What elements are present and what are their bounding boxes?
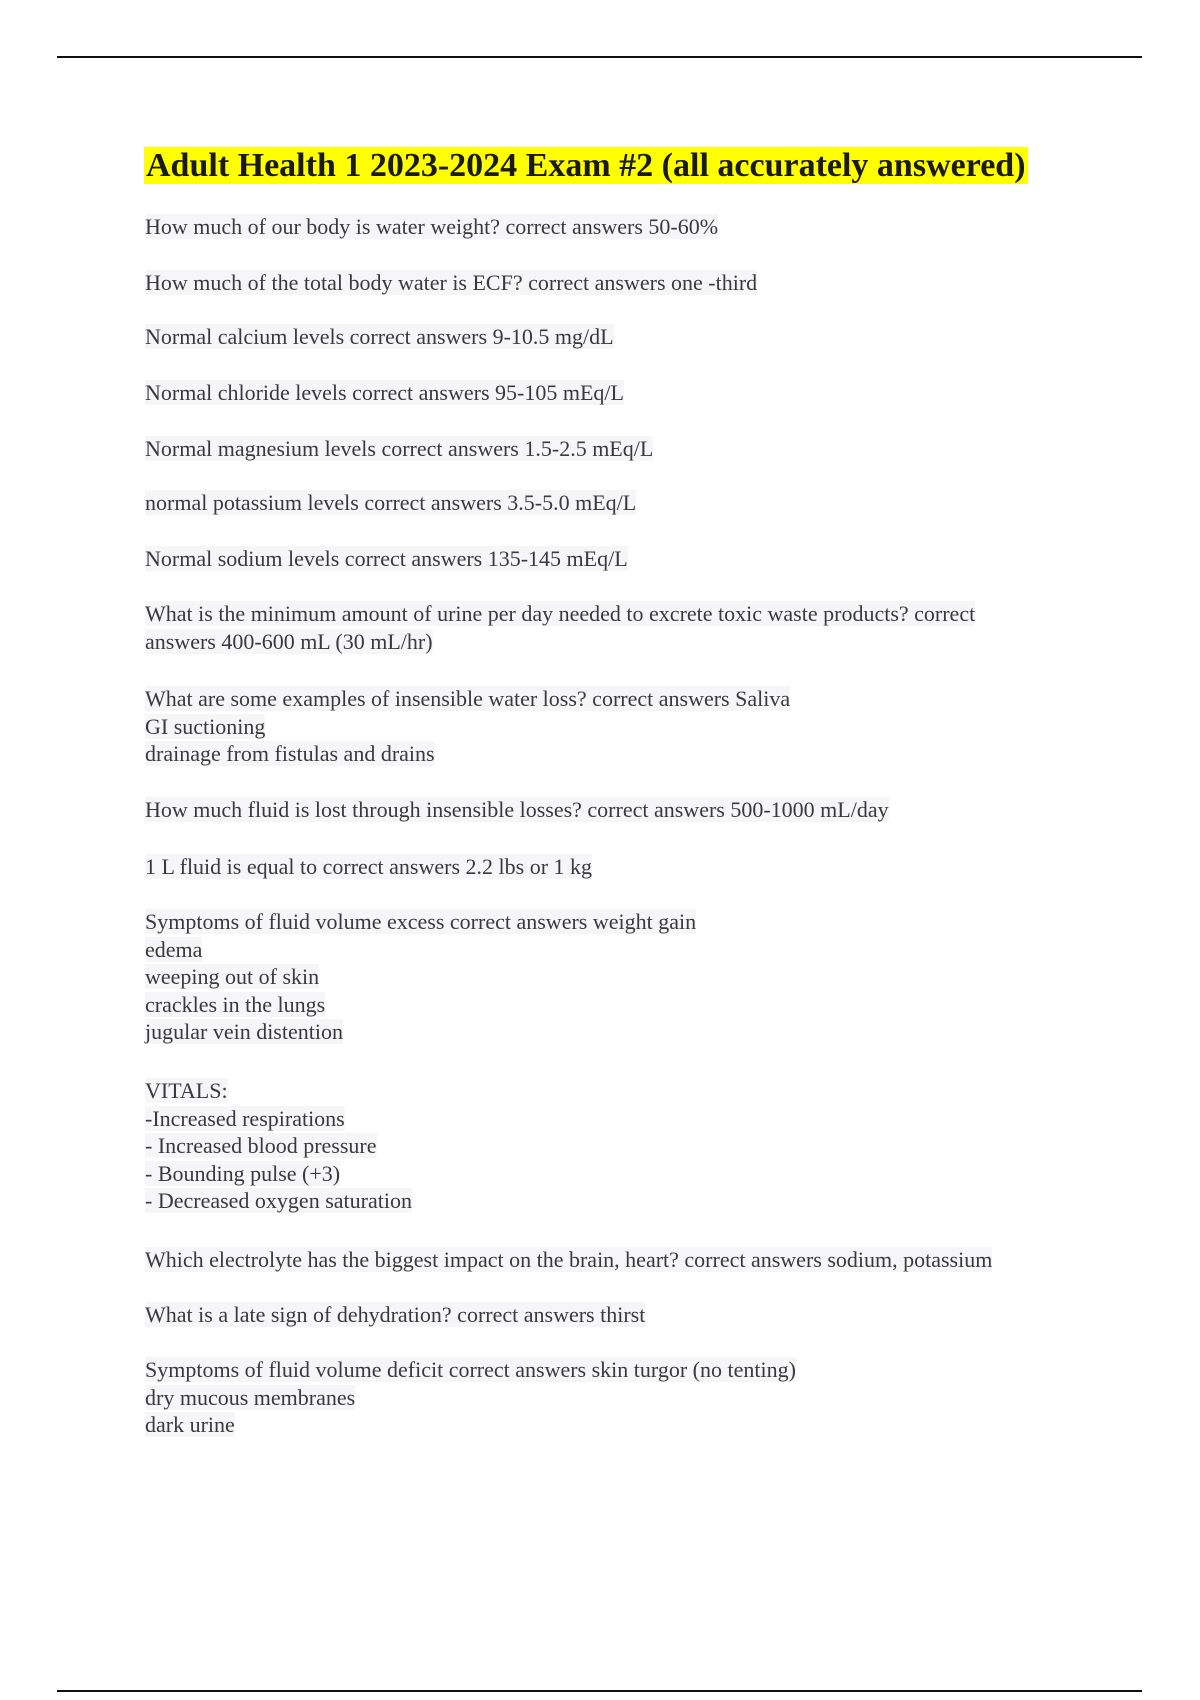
qa-line <box>145 1132 1085 1160</box>
top-rule <box>57 56 1142 58</box>
qa-line-text: edema <box>145 936 203 962</box>
qa-line <box>145 545 1085 573</box>
qa-line <box>145 435 1085 463</box>
qa-item <box>145 435 1085 463</box>
qa-line-text: What are some examples of insensible water loss? correct answers Saliva <box>145 686 791 711</box>
qa-line-text: weeping out of skin <box>145 964 320 989</box>
qa-line <box>145 936 1085 964</box>
qa-line <box>145 1301 1085 1329</box>
qa-line-text: jugular vein distention <box>145 1019 343 1044</box>
qa-line-text: 1 L fluid is equal to correct answers 2.2 lbs or 1 kg <box>145 854 593 879</box>
qa-line <box>145 740 1085 768</box>
qa-line <box>145 628 1085 656</box>
qa-line-text: GI suctioning <box>145 713 266 739</box>
qa-line-text: What is a late sign of dehydration? correct answers thirst <box>145 1302 646 1327</box>
qa-line-text: Symptoms of fluid volume deficit correct answers skin turgor (no tenting) <box>145 1357 796 1382</box>
qa-line <box>145 1018 1085 1046</box>
qa-line <box>145 685 1085 713</box>
qa-line-text: Normal chloride levels correct answers 95-105 mEq/L <box>145 380 624 405</box>
qa-line-text: How much fluid is lost through insensible losses? correct answers 500-1000 mL/day <box>145 797 889 822</box>
qa-line <box>145 1077 1085 1105</box>
qa-line <box>145 991 1085 1019</box>
qa-line <box>145 323 1085 351</box>
qa-item <box>145 1246 1085 1274</box>
qa-line-text: Symptoms of fluid volume excess correct answers weight gain <box>145 909 697 934</box>
qa-line <box>145 269 1085 297</box>
qa-item <box>145 1077 1085 1215</box>
qa-line <box>145 1246 1085 1274</box>
qa-line-text: - Bounding pulse (+3) <box>145 1160 341 1186</box>
qa-line-text: Normal sodium levels correct answers 135-145 mEq/L <box>145 546 628 571</box>
qa-line <box>145 963 1085 991</box>
qa-line <box>145 489 1085 517</box>
qa-item <box>145 489 1085 517</box>
qa-item <box>145 1356 1085 1439</box>
qa-item <box>145 600 1085 655</box>
qa-line-text: drainage from fistulas and drains <box>145 741 435 766</box>
bottom-rule <box>57 1690 1142 1692</box>
qa-item <box>145 213 1085 241</box>
qa-line <box>145 600 1085 628</box>
qa-line <box>145 379 1085 407</box>
qa-line-text: - Decreased oxygen saturation <box>145 1188 412 1213</box>
qa-line-text: normal potassium levels correct answers 3.5-5.0 mEq/L <box>145 490 637 515</box>
qa-line-text: VITALS: <box>145 1078 228 1103</box>
qa-line-text: Which electrolyte has the biggest impact on the brain, heart? correct answers sodium, potassium <box>145 1247 993 1272</box>
qa-line <box>145 796 1085 824</box>
qa-line <box>145 1187 1085 1215</box>
qa-line <box>145 853 1085 881</box>
qa-line-text: -Increased respirations <box>145 1105 345 1131</box>
qa-line-text: How much of the total body water is ECF? correct answers one -third <box>145 270 758 295</box>
qa-line-text: Normal calcium levels correct answers 9-10.5 mg/dL <box>145 324 614 349</box>
qa-line-text: How much of our body is water weight? correct answers 50-60% <box>145 214 719 239</box>
qa-line <box>145 1356 1085 1384</box>
qa-line <box>145 1411 1085 1439</box>
qa-line <box>145 1160 1085 1188</box>
qa-line-text: answers 400-600 mL (30 mL/hr) <box>145 628 433 654</box>
qa-item <box>145 853 1085 881</box>
qa-line-text: crackles in the lungs <box>145 991 326 1017</box>
qa-item <box>145 796 1085 824</box>
qa-line <box>145 1384 1085 1412</box>
qa-line-text: What is the minimum amount of urine per day needed to excrete toxic waste products? correct <box>145 601 976 626</box>
qa-line <box>145 908 1085 936</box>
qa-line <box>145 713 1085 741</box>
qa-line-text: Normal magnesium levels correct answers 1.5-2.5 mEq/L <box>145 436 654 461</box>
qa-line <box>145 213 1085 241</box>
qa-line-text: dark urine <box>145 1412 235 1437</box>
qa-item <box>145 685 1085 768</box>
qa-line-text: - Increased blood pressure <box>145 1133 377 1158</box>
qa-item <box>145 323 1085 351</box>
qa-item <box>145 269 1085 297</box>
document-title-text: Adult Health 1 2023-2024 Exam #2 (all accurately answered) <box>146 147 1026 184</box>
document-title <box>144 144 1028 188</box>
qa-item <box>145 908 1085 1046</box>
qa-item <box>145 545 1085 573</box>
qa-line-text: dry mucous membranes <box>145 1384 356 1410</box>
qa-line <box>145 1105 1085 1133</box>
qa-item <box>145 1301 1085 1329</box>
qa-item <box>145 379 1085 407</box>
